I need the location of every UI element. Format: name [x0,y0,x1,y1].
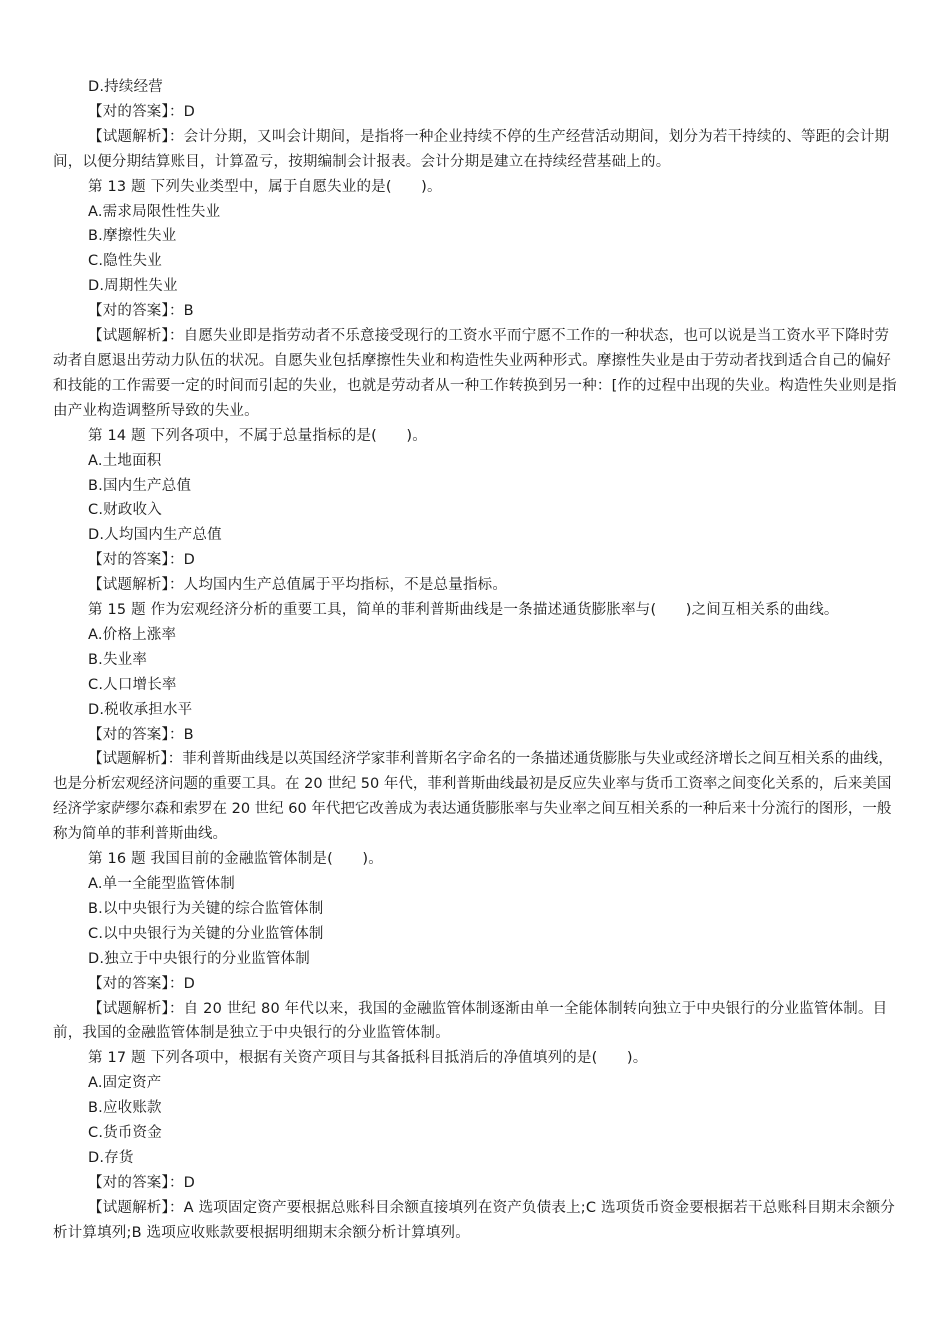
q14-option-a: A.土地面积 [88,452,162,469]
q16-option-c: C.以中央银行为关键的分业监管体制 [88,925,324,942]
q13-question: 第 13 题 下列失业类型中，属于自愿失业的是( )。 [88,178,442,195]
q13-option-d: D.周期性失业 [88,278,178,295]
q14-option-d: D.人均国内生产总值 [88,527,222,544]
q15-answer: 【对的答案】：B [88,726,194,743]
q17-answer: 【对的答案】：D [88,1174,196,1191]
q15-option-b: B.失业率 [88,651,148,668]
q15-option-c: C.人口增长率 [88,676,177,693]
q13-option-a: A.需求局限性性失业 [88,203,221,220]
q13-answer: 【对的答案】：B [88,303,194,320]
q14-question: 第 14 题 下列各项中，不属于总量指标的是( )。 [88,427,427,444]
q16-explanation: 【试题解析】：自 20 世纪 80 年代以来，我国的金融监管体制逐渐由单一全能体制转向独立于中央银行的分业监管体制。目前，我国的金融监管体制是独立于中央银行的分业监管体制。 [53,1000,888,1042]
q15-option-a: A.价格上涨率 [88,626,177,643]
q13-explanation: 【试题解析】：自愿失业即是指劳动者不乐意接受现行的工资水平而宁愿不工作的一种状态，也可以说是当工资水平下降时劳动者自愿退出劳动力队伍的状况。自愿失业包括摩擦性失业和构造性失业两种形式。摩擦性失业是由于劳动者找到适合自己的偏好和技能的工作需要一定的时间而引起的失业，也就是劳动者从一种工作转换到另一种：[作的过程中出现的失业。构造性失业则是指由产业构造调整所导致的失业。 [53,328,897,419]
q12-answer: 【对的答案】：D [88,103,196,120]
q17-explanation: 【试题解析】：A 选项固定资产要根据总账科目余额直接填列在资产负债表上;C 选项货币资金要根据若干总账科目期末余额分析计算填列;B 选项应收账款要根据明细期末余额分析计算填列。 [53,1199,895,1241]
q16-option-b: B.以中央银行为关键的综合监管体制 [88,900,324,917]
q13-option-b: B.摩擦性失业 [88,228,177,245]
q14-explanation: 【试题解析】：人均国内生产总值属于平均指标，不是总量指标。 [88,577,508,594]
q16-option-a: A.单一全能型监管体制 [88,876,235,892]
q16-option-d: D.独立于中央银行的分业监管体制 [88,950,310,967]
q15-question: 第 15 题 作为宏观经济分析的重要工具，简单的菲利普斯曲线是一条描述通货膨胀率与( )之间互相关系的曲线。 [88,602,839,619]
q12-explanation: 【试题解析】：会计分期，又叫会计期间，是指将一种企业持续不停的生产经营活动期间，划分为若干持续的、等距的会计期间，以便分期结算账目，计算盈亏，按期编制会计报表。会计分期是建立在持续经营基础上的。 [53,128,890,170]
exam-document [53,75,898,1246]
q14-option-b: B.国内生产总值 [88,477,192,494]
q17-option-b: B.应收账款 [88,1100,162,1117]
q16-question: 第 16 题 我国目前的金融监管体制是( )。 [88,851,383,868]
q17-option-a: A.固定资产 [88,1075,162,1092]
q17-question: 第 17 题 下列各项中，根据有关资产项目与其备抵科目抵消后的净值填列的是( )。 [88,1050,648,1067]
q16-answer: 【对的答案】：D [88,975,196,992]
q13-option-c: C.隐性失业 [88,253,162,270]
q15-explanation: 【试题解析】：菲利普斯曲线是以英国经济学家菲利普斯名字命名的一条描述通货膨胀与失业或经济增长之间互相关系的曲线，也是分析宏观经济问题的重要工具。在 20 世纪 50 年代，菲利普斯曲线最初是反应失业率与货币工资率之间变化关系的，后来美国经济学家萨缪尔森和索罗在 20 世纪 60 年代把它改善成为表达通货膨胀率与失业率之间互相关系的一种后来十分流行的图形，一般称为简单的菲利普斯曲线。 [53,751,893,843]
q17-option-d: D.存货 [88,1149,134,1166]
q15-option-d: D.税收承担水平 [88,701,193,718]
q14-answer: 【对的答案】：D [88,552,196,569]
q12-option-d: D.持续经营 [88,79,163,95]
q17-option-c: C.货币资金 [88,1125,162,1142]
q14-option-c: C.财政收入 [88,502,162,519]
